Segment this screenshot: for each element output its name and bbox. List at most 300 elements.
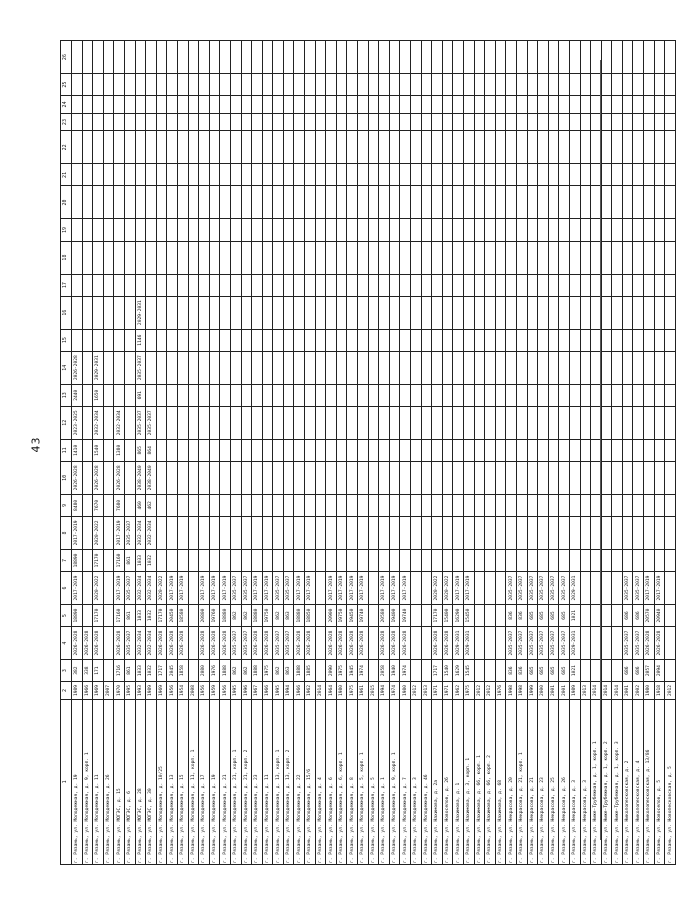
value-cell bbox=[665, 186, 676, 219]
value-cell bbox=[188, 164, 199, 186]
value-cell bbox=[389, 351, 400, 384]
value-cell: 2017-2019 bbox=[654, 571, 665, 604]
column-number-cell: 20 bbox=[61, 186, 72, 219]
table-row bbox=[124, 41, 135, 865]
value-cell bbox=[527, 41, 538, 74]
value-cell bbox=[167, 186, 178, 219]
value-cell bbox=[389, 186, 400, 219]
value-cell bbox=[485, 439, 496, 461]
value-cell bbox=[294, 439, 305, 461]
value-cell bbox=[548, 219, 559, 241]
value-cell bbox=[411, 406, 422, 439]
column-number-cell: 5 bbox=[61, 605, 72, 627]
value-cell bbox=[601, 113, 612, 131]
value-cell bbox=[347, 439, 358, 461]
value-cell bbox=[400, 96, 411, 114]
value-cell bbox=[654, 329, 665, 351]
value-cell bbox=[347, 219, 358, 241]
value-cell bbox=[644, 164, 655, 186]
value-cell bbox=[516, 96, 527, 114]
value-cell: 2001 bbox=[622, 682, 633, 700]
value-cell: 1961 bbox=[358, 682, 369, 700]
value-cell bbox=[527, 406, 538, 439]
value-cell bbox=[559, 296, 570, 329]
value-cell bbox=[167, 296, 178, 329]
value-cell: 861 bbox=[124, 549, 135, 571]
value-cell bbox=[644, 96, 655, 114]
value-cell bbox=[262, 219, 273, 241]
value-cell bbox=[644, 219, 655, 241]
value-cell bbox=[305, 131, 316, 164]
table-row bbox=[294, 41, 305, 865]
value-cell bbox=[336, 329, 347, 351]
value-cell bbox=[188, 494, 199, 516]
table-row bbox=[400, 41, 411, 865]
value-cell bbox=[294, 494, 305, 516]
value-cell bbox=[601, 96, 612, 114]
value-cell bbox=[220, 494, 231, 516]
value-cell bbox=[209, 329, 220, 351]
value-cell bbox=[252, 113, 263, 131]
value-cell: 2017-2019 bbox=[389, 571, 400, 604]
value-cell bbox=[432, 516, 443, 549]
value-cell: 1033 bbox=[135, 605, 146, 627]
value-cell bbox=[474, 494, 485, 516]
value-cell bbox=[241, 96, 252, 114]
table-row bbox=[633, 41, 644, 865]
value-cell: 685 bbox=[527, 660, 538, 682]
value-cell: 2017-2019 bbox=[177, 571, 188, 604]
address-cell: г. Рязань, ул. Некрасова, д. 21, корп. 1 bbox=[516, 699, 527, 864]
value-cell bbox=[389, 274, 400, 296]
value-cell bbox=[135, 113, 146, 131]
value-cell bbox=[358, 516, 369, 549]
value-cell: 2002 bbox=[633, 682, 644, 700]
value-cell: 2017-2019 bbox=[72, 571, 83, 604]
value-cell: 2026-2028 bbox=[72, 627, 83, 660]
value-cell bbox=[262, 384, 273, 406]
value-cell bbox=[93, 41, 104, 74]
value-cell bbox=[368, 296, 379, 329]
value-cell bbox=[569, 164, 580, 186]
value-cell bbox=[124, 384, 135, 406]
address-cell: г. Рязань, ул. Молодежная, д. 21 bbox=[220, 699, 231, 864]
value-cell bbox=[188, 131, 199, 164]
value-cell bbox=[103, 516, 114, 549]
value-cell bbox=[294, 241, 305, 274]
value-cell bbox=[230, 461, 241, 494]
value-cell: 1975 bbox=[262, 660, 273, 682]
value-cell bbox=[114, 74, 125, 96]
value-cell bbox=[273, 494, 284, 516]
value-cell: 18880 bbox=[294, 605, 305, 627]
value-cell bbox=[252, 131, 263, 164]
value-cell bbox=[72, 113, 83, 131]
value-cell bbox=[569, 461, 580, 494]
value-cell bbox=[432, 131, 443, 164]
value-cell bbox=[368, 627, 379, 660]
value-cell bbox=[283, 516, 294, 549]
table-row bbox=[654, 41, 665, 865]
value-cell bbox=[400, 384, 411, 406]
value-cell: 2080 bbox=[199, 660, 210, 682]
value-cell: 2035-2037 bbox=[124, 627, 135, 660]
value-cell bbox=[389, 329, 400, 351]
value-cell bbox=[527, 274, 538, 296]
value-cell bbox=[580, 627, 591, 660]
value-cell bbox=[442, 96, 453, 114]
value-cell bbox=[601, 494, 612, 516]
value-cell bbox=[421, 219, 432, 241]
value-cell bbox=[252, 41, 263, 74]
rotated-table-wrapper bbox=[60, 40, 673, 865]
value-cell bbox=[252, 494, 263, 516]
column-number-cell: 26 bbox=[61, 41, 72, 74]
value-cell bbox=[506, 461, 517, 494]
value-cell: 2035-2037 bbox=[633, 627, 644, 660]
value-cell bbox=[389, 219, 400, 241]
column-number-cell: 9 bbox=[61, 494, 72, 516]
value-cell bbox=[453, 41, 464, 74]
value-cell bbox=[654, 186, 665, 219]
value-cell bbox=[188, 516, 199, 549]
value-cell bbox=[209, 113, 220, 131]
value-cell bbox=[644, 241, 655, 274]
value-cell bbox=[294, 274, 305, 296]
table-row bbox=[474, 41, 485, 865]
value-cell bbox=[156, 131, 167, 164]
value-cell bbox=[612, 549, 623, 571]
value-cell bbox=[506, 439, 517, 461]
value-cell bbox=[474, 241, 485, 274]
value-cell bbox=[188, 439, 199, 461]
value-cell bbox=[506, 516, 517, 549]
value-cell bbox=[241, 274, 252, 296]
value-cell bbox=[527, 113, 538, 131]
table-row bbox=[283, 41, 294, 865]
value-cell bbox=[156, 351, 167, 384]
capital-repair-register-table bbox=[60, 40, 676, 865]
value-cell: 1380 bbox=[114, 439, 125, 461]
value-cell: 1989 bbox=[569, 682, 580, 700]
value-cell bbox=[146, 74, 157, 96]
value-cell: 1858 bbox=[177, 660, 188, 682]
value-cell bbox=[601, 351, 612, 384]
value-cell bbox=[294, 549, 305, 571]
value-cell: 2020-2022 bbox=[432, 571, 443, 604]
value-cell: 862 bbox=[230, 605, 241, 627]
address-cell: г. Рязань, ул. Некрасова, д. 21 bbox=[527, 699, 538, 864]
value-cell: 2094 bbox=[654, 660, 665, 682]
value-cell bbox=[665, 461, 676, 494]
value-cell bbox=[347, 329, 358, 351]
value-cell bbox=[220, 186, 231, 219]
value-cell bbox=[569, 549, 580, 571]
value-cell bbox=[273, 96, 284, 114]
value-cell bbox=[612, 461, 623, 494]
value-cell bbox=[474, 571, 485, 604]
table-row bbox=[103, 41, 114, 865]
value-cell bbox=[252, 219, 263, 241]
value-cell: 862 bbox=[241, 660, 252, 682]
address-cell: г. Рязань, ул. Молодежная, д. 7 bbox=[400, 699, 411, 864]
value-cell bbox=[654, 461, 665, 494]
value-cell bbox=[654, 494, 665, 516]
table-row bbox=[146, 41, 157, 865]
value-cell: 1956 bbox=[220, 682, 231, 700]
value-cell bbox=[411, 571, 422, 604]
value-cell: 2035-2037 bbox=[273, 627, 284, 660]
value-cell bbox=[230, 406, 241, 439]
value-cell bbox=[124, 41, 135, 74]
value-cell bbox=[262, 131, 273, 164]
address-cell: г. Рязань, ул. Некрасова, д. 3 bbox=[569, 699, 580, 864]
value-cell: 1975 bbox=[463, 682, 474, 700]
value-cell bbox=[538, 241, 549, 274]
value-cell bbox=[262, 96, 273, 114]
value-cell bbox=[124, 296, 135, 329]
value-cell bbox=[114, 274, 125, 296]
value-cell bbox=[432, 96, 443, 114]
value-cell bbox=[283, 131, 294, 164]
value-cell bbox=[622, 406, 633, 439]
value-cell bbox=[368, 439, 379, 461]
value-cell bbox=[230, 131, 241, 164]
value-cell bbox=[124, 439, 135, 461]
value-cell: 1033 bbox=[135, 549, 146, 571]
value-cell: 2029-2031 bbox=[135, 296, 146, 329]
value-cell bbox=[305, 186, 316, 219]
value-cell: 171 bbox=[93, 660, 104, 682]
value-cell bbox=[156, 74, 167, 96]
value-cell bbox=[167, 274, 178, 296]
value-cell bbox=[358, 74, 369, 96]
table-row bbox=[379, 41, 390, 865]
value-cell bbox=[167, 219, 178, 241]
value-cell bbox=[580, 296, 591, 329]
value-cell bbox=[326, 74, 337, 96]
value-cell bbox=[199, 113, 210, 131]
value-cell bbox=[495, 96, 506, 114]
value-cell bbox=[315, 406, 326, 439]
value-cell bbox=[156, 461, 167, 494]
value-cell bbox=[569, 494, 580, 516]
value-cell bbox=[82, 329, 93, 351]
value-cell bbox=[622, 296, 633, 329]
value-cell bbox=[177, 74, 188, 96]
value-cell bbox=[379, 439, 390, 461]
value-cell bbox=[315, 96, 326, 114]
value-cell bbox=[548, 186, 559, 219]
address-cell: г. Рязань, ул. Молодежная, д. 23 bbox=[252, 699, 263, 864]
value-cell bbox=[559, 439, 570, 461]
value-cell bbox=[379, 164, 390, 186]
value-cell bbox=[421, 439, 432, 461]
value-cell bbox=[241, 329, 252, 351]
value-cell bbox=[199, 384, 210, 406]
address-cell: г. Рязань, ул. Молодежная, д. 13, корп. 1 bbox=[273, 699, 284, 864]
value-cell bbox=[442, 74, 453, 96]
value-cell bbox=[283, 549, 294, 571]
value-cell: 685 bbox=[548, 605, 559, 627]
value-cell bbox=[167, 241, 178, 274]
value-cell bbox=[421, 461, 432, 494]
value-cell bbox=[612, 219, 623, 241]
value-cell bbox=[82, 384, 93, 406]
value-cell bbox=[559, 186, 570, 219]
value-cell bbox=[633, 113, 644, 131]
value-cell bbox=[453, 351, 464, 384]
value-cell bbox=[114, 41, 125, 74]
value-cell bbox=[82, 351, 93, 384]
value-cell bbox=[188, 274, 199, 296]
value-cell bbox=[495, 605, 506, 627]
value-cell bbox=[644, 131, 655, 164]
value-cell bbox=[559, 96, 570, 114]
value-cell bbox=[495, 406, 506, 439]
value-cell: 17170 bbox=[432, 605, 443, 627]
value-cell bbox=[124, 164, 135, 186]
value-cell bbox=[326, 351, 337, 384]
value-cell bbox=[548, 494, 559, 516]
value-cell bbox=[432, 384, 443, 406]
value-cell bbox=[442, 549, 453, 571]
table-row bbox=[72, 41, 83, 865]
value-cell bbox=[294, 186, 305, 219]
value-cell bbox=[326, 439, 337, 461]
value-cell bbox=[485, 329, 496, 351]
value-cell: 2029-2031 bbox=[93, 351, 104, 384]
value-cell bbox=[622, 351, 633, 384]
value-cell: 2026-2028 bbox=[336, 627, 347, 660]
value-cell bbox=[103, 329, 114, 351]
value-cell: 1888 bbox=[252, 660, 263, 682]
value-cell bbox=[559, 131, 570, 164]
value-cell bbox=[495, 351, 506, 384]
value-cell bbox=[421, 113, 432, 131]
value-cell bbox=[294, 516, 305, 549]
table-row bbox=[569, 41, 580, 865]
value-cell bbox=[421, 274, 432, 296]
value-cell bbox=[538, 131, 549, 164]
value-cell bbox=[411, 113, 422, 131]
address-cell: г. Рязань, ул. Молодежная, д. 6, корп. 1 bbox=[336, 699, 347, 864]
value-cell bbox=[294, 351, 305, 384]
value-cell bbox=[368, 605, 379, 627]
value-cell: 2017-2019 bbox=[209, 571, 220, 604]
value-cell bbox=[177, 219, 188, 241]
value-cell: 2020-2022 bbox=[442, 571, 453, 604]
value-cell bbox=[358, 549, 369, 571]
value-cell bbox=[527, 461, 538, 494]
value-cell bbox=[220, 41, 231, 74]
value-cell bbox=[294, 74, 305, 96]
value-cell bbox=[527, 219, 538, 241]
value-cell: 2017-2019 bbox=[379, 571, 390, 604]
value-cell: 2014 bbox=[601, 682, 612, 700]
value-cell bbox=[368, 549, 379, 571]
value-cell bbox=[114, 219, 125, 241]
value-cell bbox=[220, 74, 231, 96]
value-cell bbox=[199, 549, 210, 571]
value-cell bbox=[273, 461, 284, 494]
value-cell bbox=[177, 113, 188, 131]
value-cell bbox=[495, 274, 506, 296]
value-cell bbox=[463, 461, 474, 494]
table-row bbox=[527, 41, 538, 865]
value-cell bbox=[347, 241, 358, 274]
value-cell bbox=[400, 494, 411, 516]
value-cell bbox=[506, 296, 517, 329]
value-cell bbox=[347, 296, 358, 329]
value-cell bbox=[463, 164, 474, 186]
value-cell bbox=[506, 329, 517, 351]
value-cell bbox=[665, 605, 676, 627]
value-cell bbox=[199, 406, 210, 439]
value-cell bbox=[644, 41, 655, 74]
value-cell bbox=[633, 494, 644, 516]
value-cell bbox=[559, 113, 570, 131]
value-cell bbox=[485, 627, 496, 660]
value-cell: 2035-2037 bbox=[124, 516, 135, 549]
value-cell bbox=[368, 74, 379, 96]
value-cell bbox=[273, 516, 284, 549]
value-cell bbox=[82, 494, 93, 516]
value-cell bbox=[548, 164, 559, 186]
value-cell bbox=[463, 406, 474, 439]
value-cell bbox=[283, 186, 294, 219]
value-cell bbox=[527, 296, 538, 329]
address-cell: г. Рязань, ул. Молодежная, д. 13, корп. 2 bbox=[283, 699, 294, 864]
value-cell bbox=[442, 461, 453, 494]
value-cell: 863 bbox=[283, 660, 294, 682]
address-cell: г. Рязань, ул. Молодежная, д. 8 bbox=[347, 699, 358, 864]
value-cell bbox=[432, 113, 443, 131]
value-cell: 1969 bbox=[156, 682, 167, 700]
value-cell bbox=[273, 296, 284, 329]
value-cell bbox=[230, 96, 241, 114]
value-cell bbox=[347, 96, 358, 114]
value-cell: 836 bbox=[506, 605, 517, 627]
value-cell bbox=[474, 660, 485, 682]
value-cell: 7680 bbox=[114, 494, 125, 516]
value-cell bbox=[601, 241, 612, 274]
value-cell bbox=[326, 494, 337, 516]
value-cell bbox=[146, 186, 157, 219]
value-cell bbox=[379, 549, 390, 571]
value-cell bbox=[527, 74, 538, 96]
value-cell bbox=[411, 164, 422, 186]
address-cell: г. Рязань, ул. Молодежная, д. 46 bbox=[421, 699, 432, 864]
value-cell bbox=[633, 96, 644, 114]
value-cell bbox=[368, 384, 379, 406]
value-cell bbox=[167, 494, 178, 516]
value-cell bbox=[241, 131, 252, 164]
value-cell: 18580 bbox=[177, 605, 188, 627]
value-cell: 19400 bbox=[389, 605, 400, 627]
value-cell: 2058 bbox=[379, 660, 390, 682]
value-cell bbox=[220, 329, 231, 351]
value-cell bbox=[569, 186, 580, 219]
value-cell bbox=[315, 274, 326, 296]
value-cell bbox=[485, 41, 496, 74]
value-cell bbox=[506, 131, 517, 164]
value-cell bbox=[336, 516, 347, 549]
value-cell bbox=[146, 96, 157, 114]
value-cell bbox=[633, 516, 644, 549]
value-cell bbox=[495, 219, 506, 241]
value-cell bbox=[485, 461, 496, 494]
